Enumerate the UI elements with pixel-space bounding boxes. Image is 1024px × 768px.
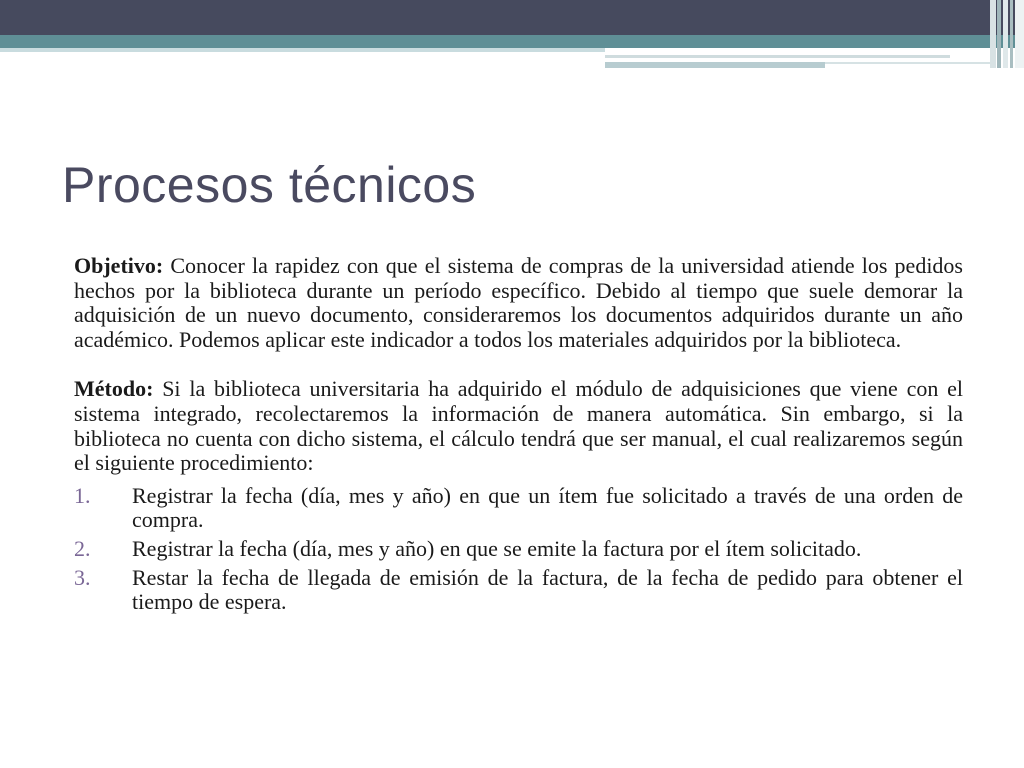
list-item-text: Restar la fecha de llegada de emisión de la factura, de la fecha de pedido para obtener el tiempo de espera.	[132, 564, 963, 615]
header-accent-line	[605, 55, 950, 58]
method-paragraph	[74, 377, 963, 475]
objective-paragraph	[74, 254, 963, 352]
header-band-teal	[0, 35, 1024, 48]
list-item-number: 2.	[74, 535, 91, 561]
method-text: Si la biblioteca universitaria ha adquirido el módulo de adquisiciones que viene con el sistema integrado, recolectaremos la información de manera automática. Sin embargo, si la biblioteca no cuenta con dicho sistema, el cálculo tendrá que ser manual, el cual realizaremos según el siguiente procedimiento:	[74, 376, 963, 476]
method-label: Método:	[74, 376, 154, 402]
header-accent-bar	[990, 0, 996, 68]
objective-label: Objetivo:	[74, 253, 164, 278]
header-accent-bar	[1015, 0, 1024, 68]
header-accent-line	[825, 62, 990, 64]
objective-text: Conocer la rapidez con que el sistema de compras de la universidad atiende los pedidos hechos por la biblioteca durante un período específico. Debido al tiempo que suele demorar la adquisición de un nuevo documento, consideraremos los documentos adquiridos durante un año académico. Podemos aplicar este indicador a todos los materiales adquiridos por la biblioteca.	[74, 253, 963, 352]
list-item	[74, 566, 963, 615]
slide-body	[74, 254, 963, 619]
list-item-text: Registrar la fecha (día, mes y año) en que se emite la factura por el ítem solicitado.	[132, 535, 862, 561]
procedure-list	[74, 484, 963, 615]
slide-title: Procesos técnicos	[62, 157, 477, 213]
header-accent-bar	[1010, 0, 1013, 68]
header-band-dark	[0, 0, 1024, 35]
list-item	[74, 537, 963, 562]
list-item-number: 1.	[74, 482, 91, 508]
header-accent-line	[605, 62, 825, 68]
header-band-light	[0, 48, 605, 52]
header-accent-bar	[1003, 0, 1008, 68]
list-item-number: 3.	[74, 564, 91, 590]
list-item-text: Registrar la fecha (día, mes y año) en que un ítem fue solicitado a través de una orden de compra.	[132, 482, 963, 533]
header-accent-bar	[997, 0, 1001, 68]
list-item	[74, 484, 963, 533]
